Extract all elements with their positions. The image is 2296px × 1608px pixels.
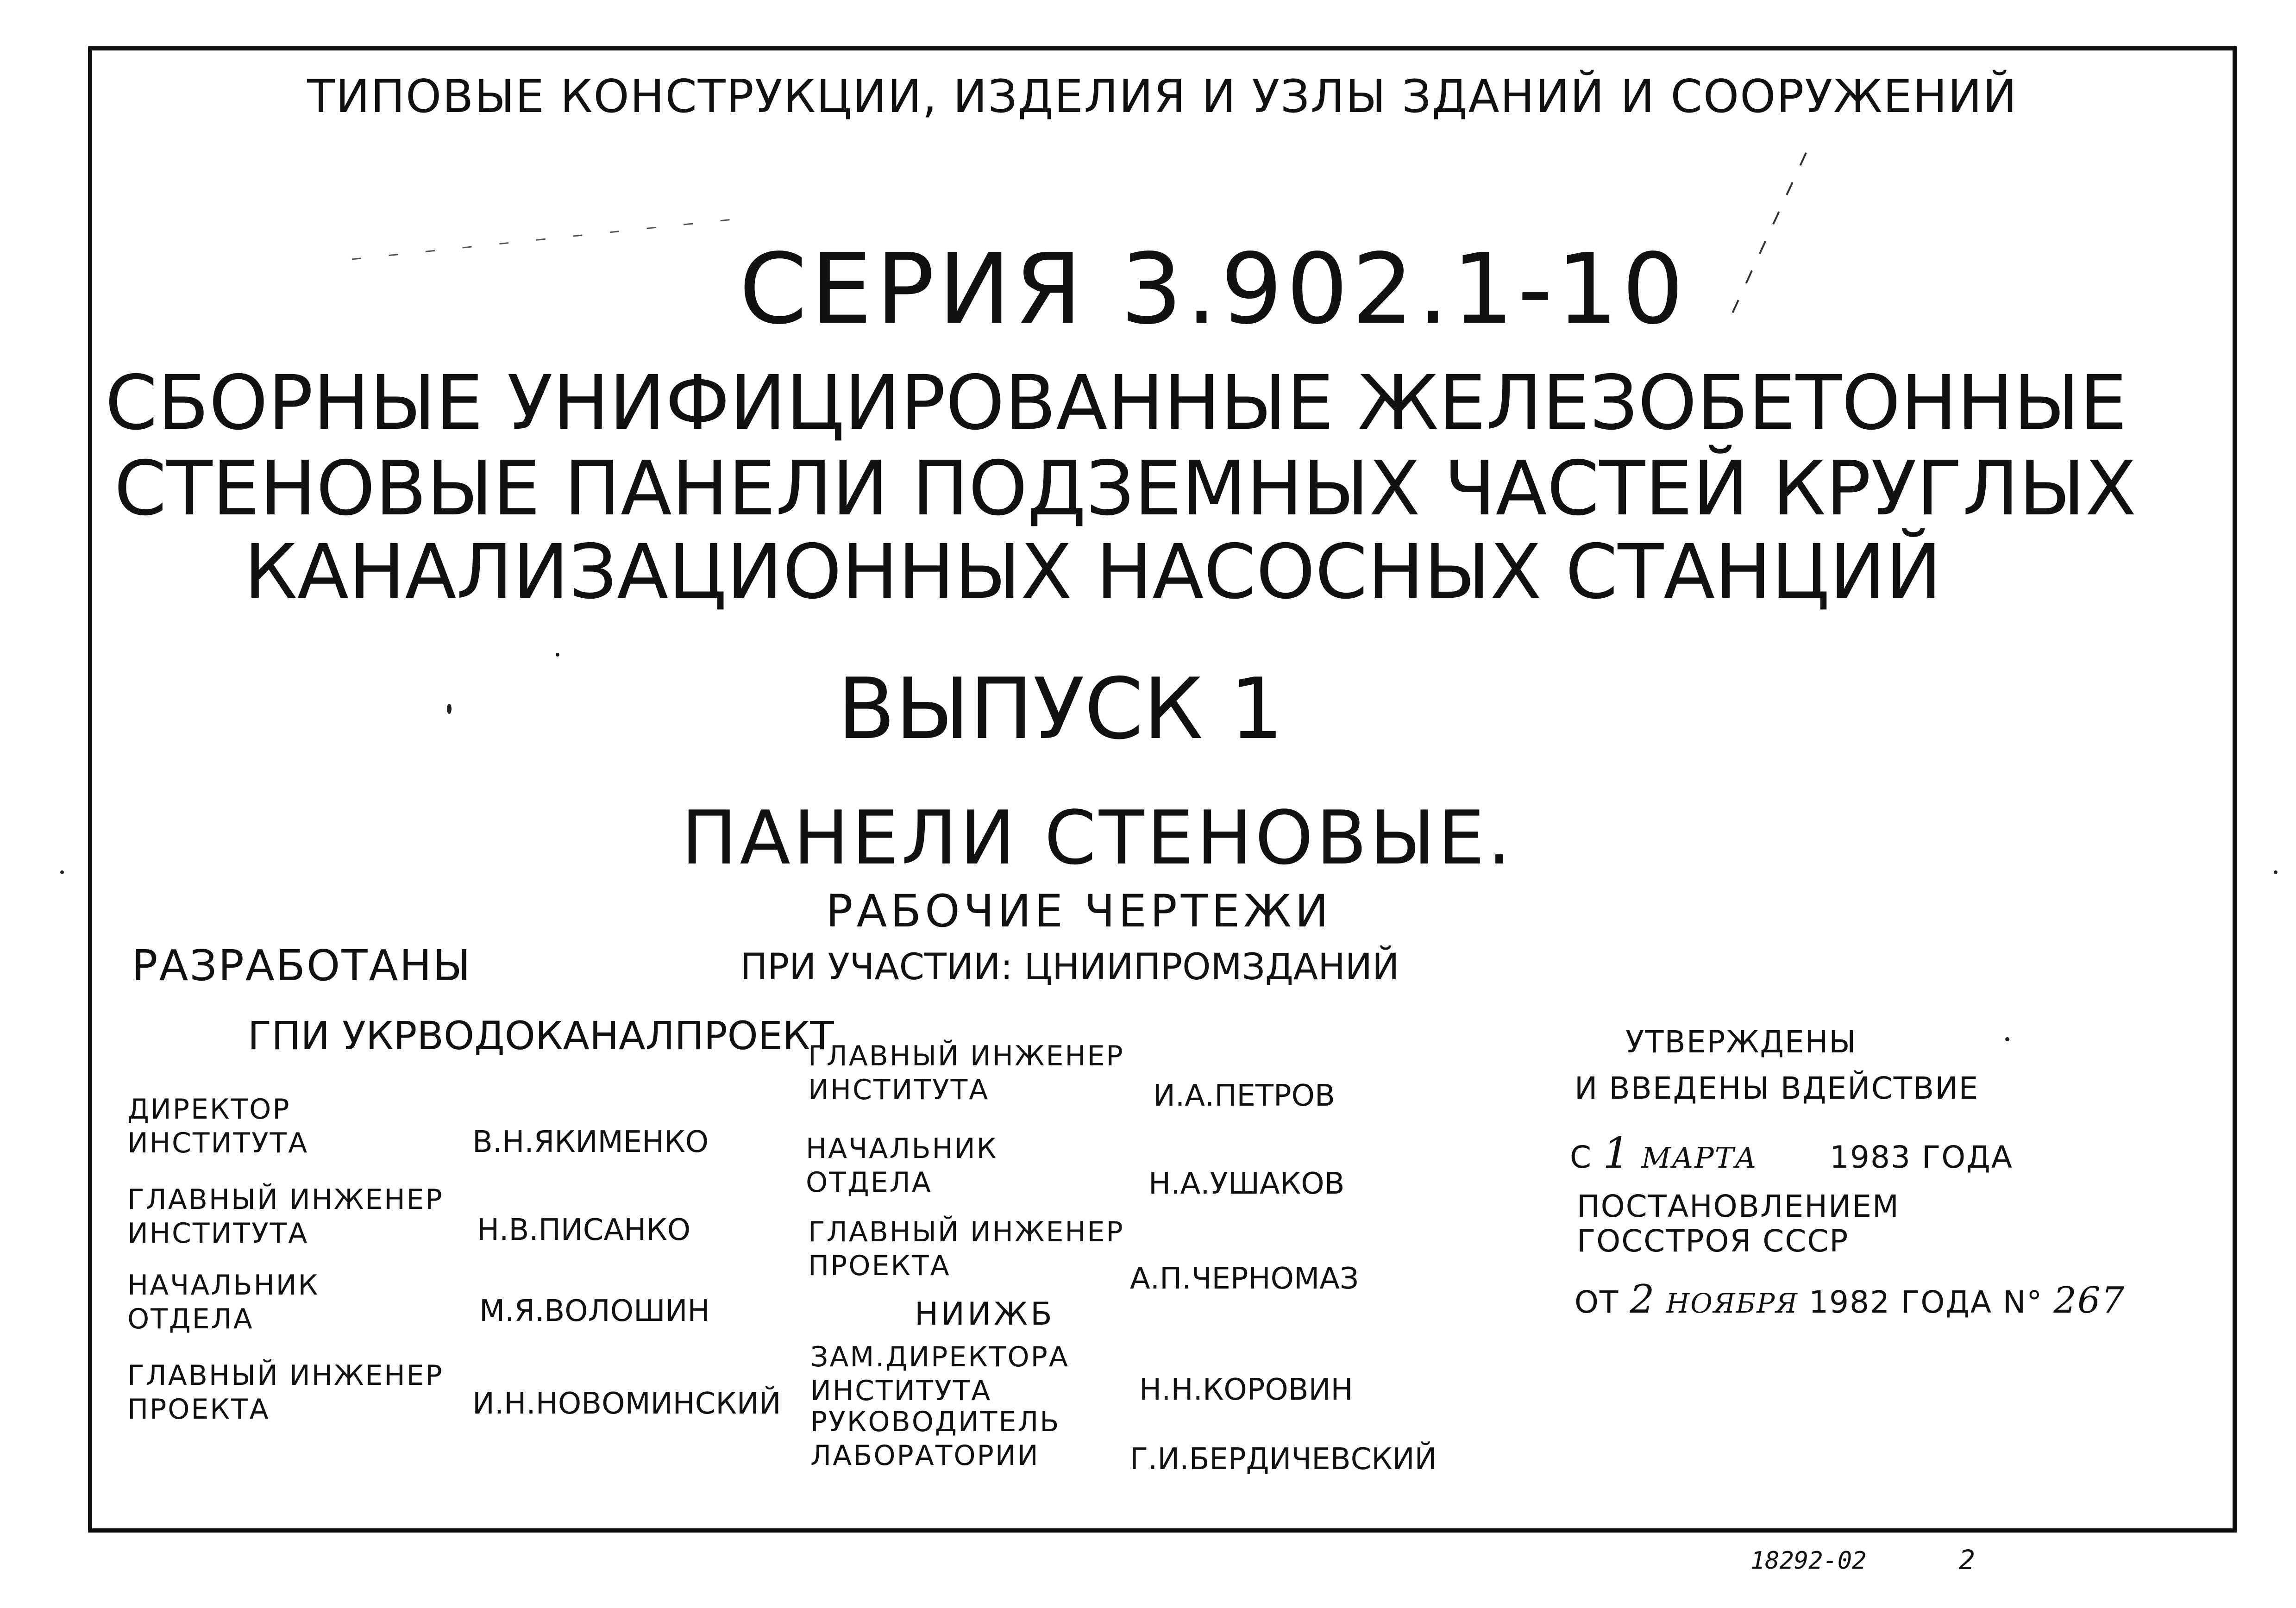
person-name: Н.Н.КОРОВИН bbox=[1139, 1373, 1353, 1407]
archive-code: 18292-02 bbox=[1750, 1547, 1867, 1575]
person-name: В.Н.ЯКИМЕНКО bbox=[472, 1125, 709, 1159]
person-name: А.П.ЧЕРНОМАЗ bbox=[1130, 1262, 1359, 1296]
decree-line-1: ПОСТАНОВЛЕНИЕМ bbox=[1577, 1189, 1900, 1224]
issue-title: ВЫПУСК 1 bbox=[837, 660, 1284, 758]
role-line: ЗАМ.ДИРЕКТОРА bbox=[810, 1341, 1069, 1373]
title-line-1: СБОРНЫЕ УНИФИЦИРОВАННЫЕ ЖЕЛЕЗОБЕТОННЫЕ bbox=[105, 360, 2127, 447]
role-line: НАЧАЛЬНИК bbox=[127, 1269, 320, 1301]
role-line: ЛАБОРАТОРИИ bbox=[810, 1439, 1040, 1472]
role-line: ОТДЕЛА bbox=[127, 1303, 254, 1336]
person-name: Г.И.БЕРДИЧЕВСКИЙ bbox=[1130, 1442, 1437, 1477]
role-line: ИНСТИТУТА bbox=[808, 1074, 990, 1107]
person-name: Н.В.ПИСАНКО bbox=[477, 1213, 691, 1247]
participation-line: ПРИ УЧАСТИИ: ЦНИИПРОМЗДАНИЙ bbox=[740, 946, 1399, 988]
role-line: ГЛАВНЫЙ ИНЖЕНЕР bbox=[127, 1359, 444, 1392]
stray-dash-line bbox=[1727, 153, 1806, 324]
person-name: И.А.ПЕТРОВ bbox=[1153, 1079, 1335, 1113]
subject-title: ПАНЕЛИ СТЕНОВЫЕ. bbox=[681, 795, 1514, 881]
niizhb-org: НИИЖБ bbox=[915, 1296, 1055, 1333]
role-line: ГЛАВНЫЙ ИНЖЕНЕР bbox=[808, 1040, 1124, 1072]
role-line: ИНСТИТУТА bbox=[127, 1217, 309, 1250]
role-line: ИНСТИТУТА bbox=[127, 1127, 309, 1160]
decree-line-2: ГОССТРОЯ СССР bbox=[1577, 1223, 1849, 1259]
stray-dash-line bbox=[352, 218, 750, 259]
title-line-3: КАНАЛИЗАЦИОННЫХ НАСОСНЫХ СТАНЦИЙ bbox=[244, 529, 1942, 616]
approval-line-2: И ВВЕДЕНЫ ВДЕЙСТВИЕ bbox=[1575, 1070, 1979, 1106]
person-name: Н.А.УШАКОВ bbox=[1148, 1167, 1345, 1201]
role-line: ГЛАВНЫЙ ИНЖЕНЕР bbox=[127, 1183, 444, 1216]
role-line: ДИРЕКТОР bbox=[127, 1093, 291, 1126]
role-line: ПРОЕКТА bbox=[808, 1250, 951, 1283]
role-line: РУКОВОДИТЕЛЬ bbox=[810, 1406, 1060, 1438]
developer-org-name: ГПИ УКРВОДОКАНАЛПРОЕКТ bbox=[248, 1013, 834, 1058]
role-line: ГЛАВНЫЙ ИНЖЕНЕР bbox=[808, 1216, 1124, 1248]
title-line-2: СТЕНОВЫЕ ПАНЕЛИ ПОДЗЕМНЫХ ЧАСТЕЙ КРУГЛЫХ bbox=[114, 445, 2137, 532]
person-name: М.Я.ВОЛОШИН bbox=[479, 1294, 710, 1328]
developed-heading: РАЗРАБОТАНЫ bbox=[132, 941, 472, 990]
date-month: МАРТА bbox=[1641, 1141, 1758, 1175]
role-line: ИНСТИТУТА bbox=[810, 1375, 992, 1408]
role-line: НАЧАЛЬНИК bbox=[806, 1132, 998, 1165]
decree-number: 267 bbox=[2053, 1280, 2126, 1321]
person-name: И.Н.НОВОМИНСКИЙ bbox=[472, 1387, 781, 1421]
page-number: 2 bbox=[1959, 1544, 1975, 1576]
header-line: ТИПОВЫЕ КОНСТРУКЦИИ, ИЗДЕЛИЯ И УЗЛЫ ЗДАНИЙ И СООРУЖЕНИЙ bbox=[307, 70, 2018, 123]
role-line: ОТДЕЛА bbox=[806, 1166, 932, 1199]
date-day: 1 bbox=[1603, 1128, 1631, 1178]
drawing-type: РАБОЧИЕ ЧЕРТЕЖИ bbox=[826, 885, 1332, 937]
date-year: 1983 ГОДА bbox=[1830, 1139, 2013, 1175]
series-title: СЕРИЯ 3.902.1-10 bbox=[739, 232, 1688, 346]
approval-line-1: УТВЕРЖДЕНЫ bbox=[1625, 1024, 1857, 1060]
date-month: НОЯБРЯ bbox=[1666, 1288, 1799, 1319]
date-day: 2 bbox=[1630, 1276, 1656, 1322]
date-prefix: С bbox=[1570, 1139, 1593, 1175]
date-year: 1982 ГОДА N° bbox=[1809, 1284, 2043, 1320]
date-prefix: ОТ bbox=[1575, 1284, 1619, 1320]
role-line: ПРОЕКТА bbox=[127, 1393, 270, 1426]
